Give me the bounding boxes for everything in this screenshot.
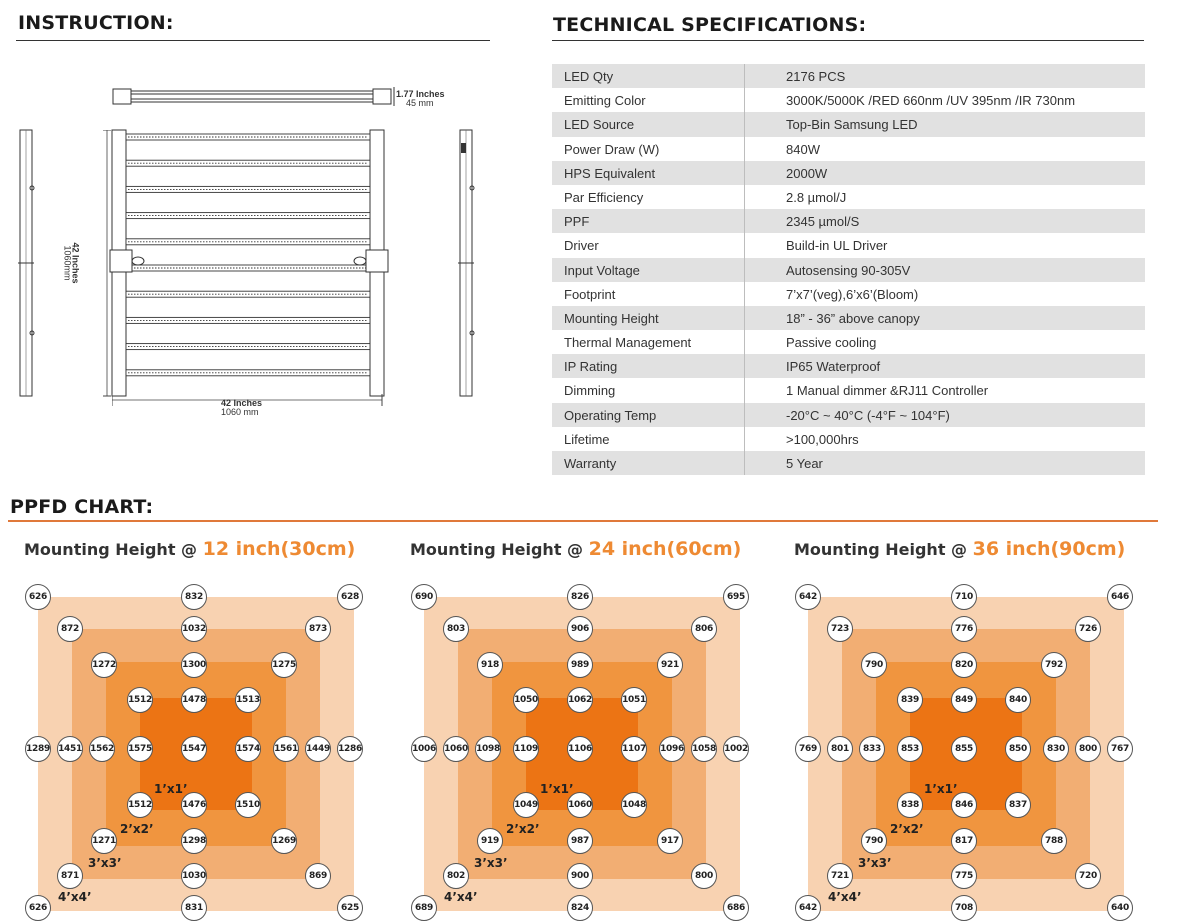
ppfd-point: 720 <box>1075 863 1101 889</box>
ppfd-point: 803 <box>443 616 469 642</box>
ppfd-point: 826 <box>567 584 593 610</box>
ppfd-point: 1478 <box>181 687 207 713</box>
zone-label: 3’x3’ <box>474 856 508 870</box>
spec-row <box>552 258 1145 282</box>
side-profile-drawing <box>105 84 405 110</box>
ppfd-point: 1561 <box>273 736 299 762</box>
chart-title-prefix: Mounting Height @ <box>794 540 973 559</box>
ppfd-point: 792 <box>1041 652 1067 678</box>
ppfd-rule <box>8 520 1158 522</box>
spec-row <box>552 233 1145 257</box>
ppfd-point: 800 <box>1075 736 1101 762</box>
spec-column-divider <box>744 403 745 427</box>
spec-label: Emitting Color <box>564 93 646 109</box>
spec-value: Top-Bin Samsung LED <box>786 117 918 133</box>
ppfd-point: 846 <box>951 792 977 818</box>
spec-row <box>552 64 1145 88</box>
spec-value: 2176 PCS <box>786 69 846 84</box>
ppfd-point: 839 <box>897 687 923 713</box>
spec-label: HPS Equivalent <box>564 165 656 181</box>
spec-column-divider <box>744 258 745 282</box>
spec-value: 2.8 µmol/J <box>786 189 847 205</box>
spec-row <box>552 185 1145 209</box>
ppfd-point: 855 <box>951 736 977 762</box>
spec-row <box>552 403 1145 427</box>
ppfd-point: 628 <box>337 584 363 610</box>
spec-label: Dimming <box>564 383 616 399</box>
ppfd-point: 987 <box>567 828 593 854</box>
ppfd-point: 906 <box>567 616 593 642</box>
spec-value: 7’x7’(veg),6’x6’(Bloom) <box>786 286 919 302</box>
spec-row <box>552 451 1145 475</box>
spec-value: 840W <box>786 141 820 157</box>
spec-table <box>552 64 1145 475</box>
ppfd-point: 625 <box>337 895 363 921</box>
ppfd-point: 921 <box>657 652 683 678</box>
ppfd-point: 1106 <box>567 736 593 762</box>
ppfd-point: 832 <box>181 584 207 610</box>
ppfd-point: 838 <box>897 792 923 818</box>
spec-row <box>552 112 1145 136</box>
spec-value: 2345 µmol/S <box>786 214 860 230</box>
ppfd-heading: PPFD CHART: <box>10 496 154 518</box>
ppfd-point: 871 <box>57 863 83 889</box>
ppfd-point: 1098 <box>475 736 501 762</box>
ppfd-point: 646 <box>1107 584 1133 610</box>
spec-row <box>552 427 1145 451</box>
ppfd-point: 1562 <box>89 736 115 762</box>
ppfd-point: 1051 <box>621 687 647 713</box>
ppfd-point: 833 <box>859 736 885 762</box>
zone-label: 1’x1’ <box>540 782 574 796</box>
ppfd-point: 788 <box>1041 828 1067 854</box>
ppfd-point: 830 <box>1043 736 1069 762</box>
zone-label: 3’x3’ <box>88 856 122 870</box>
ppfd-point: 806 <box>691 616 717 642</box>
ppfd-point: 1032 <box>181 616 207 642</box>
ppfd-point: 1513 <box>235 687 261 713</box>
spec-column-divider <box>744 306 745 330</box>
ppfd-chart-24in <box>410 538 756 918</box>
chart-title-prefix: Mounting Height @ <box>24 540 203 559</box>
ppfd-point: 1272 <box>91 652 117 678</box>
spec-column-divider <box>744 451 745 475</box>
zone-label: 3’x3’ <box>858 856 892 870</box>
ppfd-point: 642 <box>795 584 821 610</box>
chart-title <box>24 538 355 560</box>
ppfd-point: 849 <box>951 687 977 713</box>
ppfd-point: 1107 <box>621 736 647 762</box>
spec-label: Par Efficiency <box>564 189 644 205</box>
ppfd-point: 1271 <box>91 828 117 854</box>
spec-value: Build-in UL Driver <box>786 238 888 254</box>
ppfd-point: 1096 <box>659 736 685 762</box>
spec-value: IP65 Waterproof <box>786 359 881 375</box>
ppfd-chart-36in <box>794 538 1140 918</box>
spec-row <box>552 161 1145 185</box>
spec-column-divider <box>744 137 745 161</box>
chart-title-prefix: Mounting Height @ <box>410 540 589 559</box>
ppfd-point: 767 <box>1107 736 1133 762</box>
ppfd-point: 790 <box>861 828 887 854</box>
ppfd-point: 690 <box>411 584 437 610</box>
zone-label: 4’x4’ <box>828 890 862 904</box>
spec-value: Autosensing 90-305V <box>786 262 911 278</box>
zone-label: 2’x2’ <box>890 822 924 836</box>
spec-column-divider <box>744 161 745 185</box>
zone-label: 2’x2’ <box>506 822 540 836</box>
spec-row <box>552 330 1145 354</box>
spec-column-divider <box>744 378 745 402</box>
ppfd-point: 726 <box>1075 616 1101 642</box>
ppfd-point: 1512 <box>127 687 153 713</box>
ppfd-point: 1050 <box>513 687 539 713</box>
instruction-heading: INSTRUCTION: <box>18 12 174 34</box>
spec-column-divider <box>744 64 745 88</box>
ppfd-point: 1109 <box>513 736 539 762</box>
spec-column-divider <box>744 185 745 209</box>
ppfd-point: 776 <box>951 616 977 642</box>
chart-title-height: 24 inch(60cm) <box>588 538 742 560</box>
ppfd-point: 831 <box>181 895 207 921</box>
spec-value: 18” - 36” above canopy <box>786 310 920 326</box>
ppfd-point: 1006 <box>411 736 437 762</box>
ppfd-point: 1575 <box>127 736 153 762</box>
spec-row <box>552 209 1145 233</box>
ppfd-point: 695 <box>723 584 749 610</box>
ppfd-point: 790 <box>861 652 887 678</box>
ppfd-point: 1510 <box>235 792 261 818</box>
instruction-rule <box>16 40 490 41</box>
chart-title <box>794 538 1125 560</box>
ppfd-point: 837 <box>1005 792 1031 818</box>
spec-value: 2000W <box>786 165 828 181</box>
chart-title-height: 12 inch(30cm) <box>202 538 356 560</box>
zone-label: 2’x2’ <box>120 822 154 836</box>
ppfd-point: 1449 <box>305 736 331 762</box>
thickness-mm-label: 45 mm <box>406 98 434 108</box>
spec-value: 3000K/5000K /RED 660nm /UV 395nm /IR 730nm <box>786 93 1076 109</box>
ppfd-point: 824 <box>567 895 593 921</box>
ppfd-point: 820 <box>951 652 977 678</box>
specs-heading: TECHNICAL SPECIFICATIONS: <box>553 14 867 36</box>
ppfd-point: 873 <box>305 616 331 642</box>
spec-row <box>552 88 1145 112</box>
spec-row <box>552 354 1145 378</box>
ppfd-point: 1451 <box>57 736 83 762</box>
ppfd-point: 708 <box>951 895 977 921</box>
ppfd-point: 917 <box>657 828 683 854</box>
spec-label: Warranty <box>564 456 617 471</box>
spec-value: 5 Year <box>786 456 823 471</box>
ppfd-point: 775 <box>951 863 977 889</box>
ppfd-point: 626 <box>25 584 51 610</box>
width-mm-label: 1060 mm <box>221 407 259 417</box>
ppfd-point: 1512 <box>127 792 153 818</box>
zone-label: 1’x1’ <box>924 782 958 796</box>
right-side-view-drawing <box>456 128 476 398</box>
spec-value: Passive cooling <box>786 335 877 351</box>
spec-column-divider <box>744 282 745 306</box>
spec-row <box>552 306 1145 330</box>
ppfd-point: 1049 <box>513 792 539 818</box>
spec-label: Operating Temp <box>564 407 657 423</box>
ppfd-point: 1048 <box>621 792 647 818</box>
spec-column-divider <box>744 427 745 451</box>
ppfd-point: 918 <box>477 652 503 678</box>
ppfd-point: 817 <box>951 828 977 854</box>
ppfd-point: 1286 <box>337 736 363 762</box>
spec-label: Driver <box>564 238 599 254</box>
spec-value: >100,000hrs <box>786 431 859 447</box>
chart-title-height: 36 inch(90cm) <box>972 538 1126 560</box>
spec-label: PPF <box>564 214 590 230</box>
ppfd-point: 1298 <box>181 828 207 854</box>
spec-label: Mounting Height <box>564 310 659 326</box>
specs-rule <box>552 40 1144 41</box>
ppfd-point: 1060 <box>567 792 593 818</box>
zone-label: 1’x1’ <box>154 782 188 796</box>
ppfd-point: 853 <box>897 736 923 762</box>
ppfd-point: 1574 <box>235 736 261 762</box>
ppfd-point: 1269 <box>271 828 297 854</box>
ppfd-point: 710 <box>951 584 977 610</box>
chart-title <box>410 538 741 560</box>
zone-label: 4’x4’ <box>444 890 478 904</box>
height-inches-label: 42 Inches <box>70 242 81 284</box>
ppfd-point: 1300 <box>181 652 207 678</box>
ppfd-point: 1275 <box>271 652 297 678</box>
spec-label: Lifetime <box>564 431 610 447</box>
ppfd-point: 1030 <box>181 863 207 889</box>
ppfd-point: 640 <box>1107 895 1133 921</box>
spec-row <box>552 137 1145 161</box>
spec-label: Thermal Management <box>564 335 692 351</box>
spec-column-divider <box>744 209 745 233</box>
spec-value: -20°C ~ 40°C (-4°F ~ 104°F) <box>786 407 950 423</box>
spec-column-divider <box>744 354 745 378</box>
ppfd-point: 642 <box>795 895 821 921</box>
spec-label: Input Voltage <box>564 262 640 278</box>
ppfd-point: 1058 <box>691 736 717 762</box>
ppfd-point: 1289 <box>25 736 51 762</box>
spec-column-divider <box>744 233 745 257</box>
height-mm-label: 1060mm <box>62 245 73 281</box>
thickness-inches-label: 1.77 Inches <box>396 89 445 99</box>
ppfd-point: 1002 <box>723 736 749 762</box>
ppfd-point: 769 <box>795 736 821 762</box>
ppfd-point: 689 <box>411 895 437 921</box>
ppfd-point: 900 <box>567 863 593 889</box>
spec-row <box>552 282 1145 306</box>
left-side-view-drawing <box>16 128 36 398</box>
ppfd-point: 850 <box>1005 736 1031 762</box>
ppfd-point: 1060 <box>443 736 469 762</box>
spec-label: Power Draw (W) <box>564 141 660 157</box>
ppfd-point: 1062 <box>567 687 593 713</box>
ppfd-point: 1547 <box>181 736 207 762</box>
spec-row <box>552 378 1145 402</box>
ppfd-point: 869 <box>305 863 331 889</box>
spec-label: LED Source <box>564 117 635 133</box>
spec-label: LED Qty <box>564 69 614 84</box>
ppfd-point: 800 <box>691 863 717 889</box>
ppfd-point: 686 <box>723 895 749 921</box>
ppfd-point: 723 <box>827 616 853 642</box>
spec-column-divider <box>744 112 745 136</box>
spec-value: 1 Manual dimmer &RJ11 Controller <box>786 383 989 399</box>
zone-label: 4’x4’ <box>58 890 92 904</box>
spec-label: IP Rating <box>564 359 618 375</box>
spec-column-divider <box>744 330 745 354</box>
ppfd-point: 801 <box>827 736 853 762</box>
ppfd-chart-12in <box>24 538 370 918</box>
ppfd-point: 1476 <box>181 792 207 818</box>
ppfd-point: 919 <box>477 828 503 854</box>
ppfd-point: 840 <box>1005 687 1031 713</box>
ppfd-point: 802 <box>443 863 469 889</box>
width-inches-label: 42 Inches <box>221 398 263 408</box>
ppfd-point: 989 <box>567 652 593 678</box>
front-view-drawing <box>108 126 392 400</box>
ppfd-point: 721 <box>827 863 853 889</box>
spec-label: Footprint <box>564 286 616 302</box>
ppfd-point: 872 <box>57 616 83 642</box>
ppfd-point: 626 <box>25 895 51 921</box>
spec-column-divider <box>744 88 745 112</box>
